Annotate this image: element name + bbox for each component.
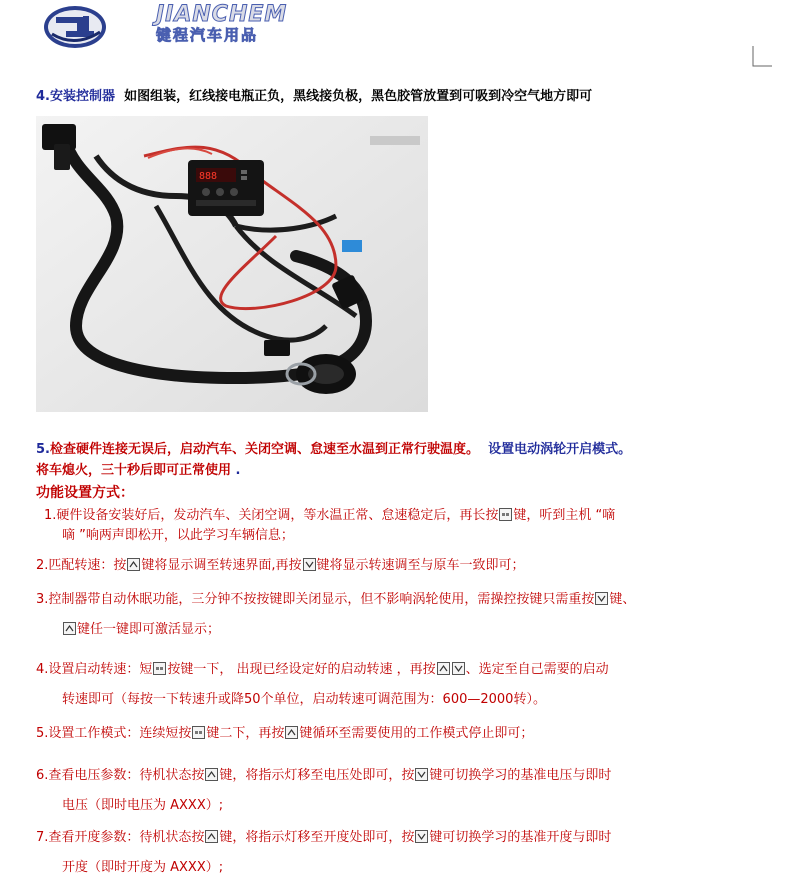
step-3-line-1 <box>36 590 635 609</box>
set-key-icon <box>153 662 166 675</box>
step-3-text-c: 键任一键即可激活显示； <box>77 622 221 637</box>
section-5-number: 5. <box>36 442 50 457</box>
section-5-line-2-text: 将车熄火，三十秒后即可正常使用 <box>36 463 232 478</box>
down-key-icon <box>415 830 428 843</box>
up-key-icon <box>63 622 76 635</box>
step-6-text-a: 6.查看电压参数：待机状态按 <box>36 768 205 783</box>
step-1-line-1 <box>44 506 615 525</box>
up-key-icon <box>437 662 450 675</box>
step-7-line-1 <box>36 828 611 847</box>
step-2-text-b: 键将显示调至转速界面,再按 <box>141 558 302 573</box>
step-4-text-b: 按键一下， 出现已经设定好的启动转速 ，再按 <box>167 662 436 677</box>
section-4-heading <box>36 88 592 106</box>
step-4-text-a: 4.设置启动转速：短 <box>36 662 153 677</box>
step-3-text-a: 3.控制器带自动休眠功能，三分钟不按按键即关闭显示，但不影响涡轮使用，需操控按键只需重按 <box>36 592 595 607</box>
step-2 <box>36 556 525 575</box>
section-4-number: 4. <box>36 89 50 104</box>
logo-chinese-name: 键程汽车用品 <box>156 26 259 44</box>
section-5-line-1 <box>36 441 631 459</box>
step-5-text-a: 5.设置工作模式：连续短按 <box>36 726 192 741</box>
step-5 <box>36 724 533 743</box>
step-7-text-b: 键，将指示灯移至开度处即可，按 <box>219 830 415 845</box>
step-1-text-a: 1.硬件设备安装好后，发动汽车、关闭空调，等水温正常、怠速稳定后，再长按 <box>44 508 499 523</box>
step-4-line-1 <box>36 660 609 679</box>
section-4-title: 安装控制器 <box>49 89 115 104</box>
step-5-text-b: 键二下，再按 <box>206 726 285 741</box>
jianchem-logo-mark-icon <box>42 4 108 50</box>
down-key-icon <box>452 662 465 675</box>
step-6-line-2: 电压（即时电压为 AXXX）; <box>62 798 224 813</box>
set-key-icon <box>499 508 512 521</box>
step-1-text-b: 键，听到主机 “嘀 <box>513 508 616 523</box>
logo-english-name: JIANCHEM <box>156 2 288 27</box>
section-5-turbo-mode: 设置电动涡轮开启模式。 <box>488 442 632 457</box>
page-corner-mark <box>752 46 774 68</box>
down-key-icon <box>303 558 316 571</box>
section-4-text: 如图组装，红线接电瓶正负，黑线接负极，黑色胶管放置到可吸到冷空气地方即可 <box>124 89 593 104</box>
up-key-icon <box>205 768 218 781</box>
up-key-icon <box>127 558 140 571</box>
section-5-line-2 <box>36 462 241 480</box>
step-2-text-a: 2.匹配转速：按 <box>36 558 127 573</box>
step-3-text-b: 键、 <box>609 592 636 607</box>
controller-harness-photo <box>36 116 428 412</box>
svg-text:888: 888 <box>199 171 218 182</box>
step-3-line-2 <box>62 620 220 639</box>
step-6-line-1 <box>36 766 611 785</box>
up-key-icon <box>205 830 218 843</box>
down-key-icon <box>595 592 608 605</box>
step-2-text-c: 键将显示转速调至与原车一致即可； <box>316 558 525 573</box>
set-key-icon <box>192 726 205 739</box>
step-5-text-c: 键循环至需要使用的工作模式停止即可； <box>299 726 534 741</box>
company-logo <box>40 2 290 46</box>
section-5-text: 检查硬件连接无误后，启动汽车、关闭空调、怠速至水温到正常行驶温度。 <box>49 442 479 457</box>
section-5-line-2-period: . <box>235 463 241 478</box>
function-settings-title: 功能设置方式： <box>36 485 134 501</box>
step-6-text-c: 键可切换学习的基准电压与即时 <box>429 768 612 783</box>
step-6-text-b: 键，将指示灯移至电压处即可，按 <box>219 768 415 783</box>
step-7-text-a: 7.查看开度参数：待机状态按 <box>36 830 205 845</box>
step-4-line-2: 转速即可（每按一下转速升或降50个单位，启动转速可调范围为：600—2000转）。 <box>62 692 546 707</box>
step-7-text-c: 键可切换学习的基准开度与即时 <box>429 830 612 845</box>
step-4-text-c: 、选定至自己需要的启动 <box>465 662 609 677</box>
step-1-line-2: 嘀 ”响两声即松开，以此学习车辆信息； <box>62 528 294 543</box>
up-key-icon <box>285 726 298 739</box>
down-key-icon <box>415 768 428 781</box>
step-7-line-2: 开度（即时开度为 AXXX）; <box>62 860 224 875</box>
